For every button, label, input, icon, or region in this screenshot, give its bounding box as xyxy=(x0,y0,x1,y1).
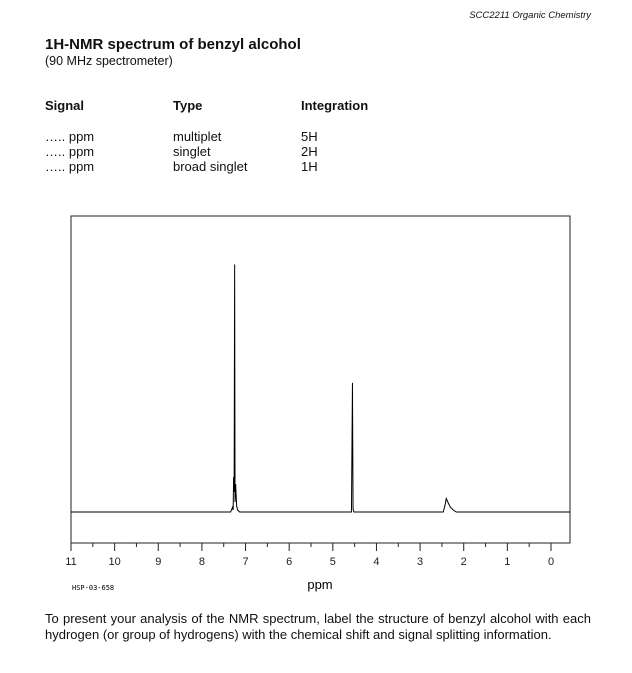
course-header: SCC2211 Organic Chemistry xyxy=(469,10,591,21)
x-tick-label: 5 xyxy=(329,556,336,568)
signal-cell: ….. ppm xyxy=(45,129,95,144)
spectrum-trace xyxy=(71,265,570,512)
page-subtitle: (90 MHz spectrometer) xyxy=(45,54,173,68)
signal-cell: ….. ppm xyxy=(45,159,95,174)
x-tick-label: 3 xyxy=(417,556,424,568)
table-header-row xyxy=(45,98,368,129)
nmr-spectrum-chart xyxy=(0,210,632,605)
header-type: Type xyxy=(173,98,203,113)
x-tick-label: 4 xyxy=(373,556,380,568)
x-tick-label: 1 xyxy=(504,556,511,568)
x-axis-label: ppm xyxy=(307,577,333,592)
page-title: 1H-NMR spectrum of benzyl alcohol xyxy=(45,36,301,53)
x-tick-label: 7 xyxy=(242,556,249,568)
table-row xyxy=(45,144,368,159)
type-cell: multiplet xyxy=(173,129,222,144)
x-tick-label: 11 xyxy=(65,556,77,568)
table-row xyxy=(45,159,368,174)
x-tick-label: 9 xyxy=(155,556,162,568)
question-text: To present your analysis of the NMR spectrum, label the structure of benzyl alcohol with each hydrogen (or group of hydrogens) with the chemical shift and signal splitting information. xyxy=(45,611,591,642)
table-row xyxy=(45,129,368,144)
x-tick-label: 2 xyxy=(460,556,467,568)
plot-frame xyxy=(71,216,570,543)
type-cell: singlet xyxy=(173,144,211,159)
x-axis-ticks xyxy=(71,543,551,551)
x-tick-label: 0 xyxy=(547,556,555,568)
header-integration: Integration xyxy=(301,98,369,113)
header-signal: Signal xyxy=(45,98,85,113)
integration-cell: 2H xyxy=(301,144,318,159)
x-tick-label: 10 xyxy=(108,556,121,568)
integration-cell: 1H xyxy=(301,159,318,174)
signal-table xyxy=(45,98,368,174)
signal-cell: ….. ppm xyxy=(45,144,95,159)
x-axis-tick-labels xyxy=(65,556,554,568)
spectrum-code: HSP-03-658 xyxy=(72,584,115,592)
x-tick-label: 8 xyxy=(198,556,205,568)
type-cell: broad singlet xyxy=(173,159,248,174)
integration-cell: 5H xyxy=(301,129,318,144)
x-tick-label: 6 xyxy=(286,556,293,568)
